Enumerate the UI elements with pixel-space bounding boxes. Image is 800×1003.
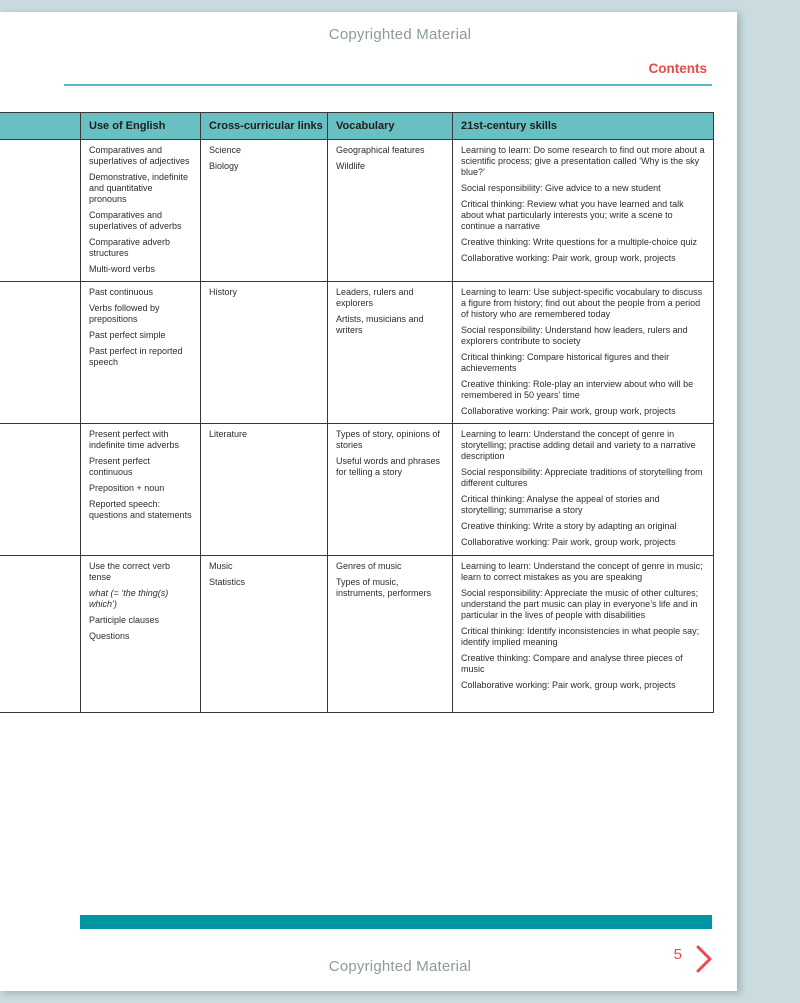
column-header: Use of English — [81, 113, 201, 140]
cell-paragraph: Present perfect continuous — [89, 456, 151, 477]
cell-use-of-english — [81, 556, 201, 713]
cell-paragraph: Creative thinking: Compare and analyse three pieces of music — [461, 653, 683, 674]
cell-paragraph: Past continuous — [89, 287, 154, 297]
cell-paragraph: Collaborative working: Pair work, group work, projects — [461, 253, 676, 263]
footer-accent-bar — [80, 915, 712, 929]
cell-paragraph: Creative thinking: Role-play an interview about who will be remembered in 50 years’ time — [461, 379, 694, 400]
cell-paragraph: Creative thinking: Write a story by adapting an original — [461, 521, 677, 531]
cell-vocabulary — [328, 556, 453, 713]
cell-paragraph: Critical thinking: Compare historical figures and their achievements — [461, 352, 670, 373]
cell-paragraph: Music — [209, 561, 233, 571]
cell-paragraph: Multi-word verbs — [89, 264, 156, 274]
cell-skills — [453, 556, 714, 713]
cell-paragraph: Questions — [89, 631, 130, 641]
cell-paragraph: Collaborative working: Pair work, group work, projects — [461, 406, 676, 416]
cell-use-of-english — [81, 282, 201, 424]
column-header: Vocabulary — [328, 113, 453, 140]
cell-paragraph: what (= ‘the thing(s) which’) — [89, 588, 169, 609]
cell-paragraph: Creative thinking: Write questions for a multiple-choice quiz — [461, 237, 697, 247]
header-rule — [64, 84, 712, 86]
cell-cross-curricular — [201, 282, 328, 424]
column-header — [0, 113, 81, 140]
copyright-notice-top: Copyrighted Material — [328, 26, 472, 43]
cell-paragraph: Collaborative working: Pair work, group work, projects — [461, 680, 676, 690]
cell-paragraph: Preposition + noun — [89, 483, 165, 493]
cell-paragraph: Critical thinking: Review what you have learned and talk about what particularly interests you; write a scene to continue a narrative — [461, 199, 684, 231]
cell-paragraph: Past perfect simple — [89, 330, 166, 340]
cell-paragraph: Social responsibility: Appreciate traditions of storytelling from different cultures — [461, 467, 703, 488]
cell-paragraph: Reported speech: questions and statements — [89, 499, 192, 520]
table-row — [0, 556, 714, 713]
cell-paragraph: Statistics — [209, 577, 246, 587]
contents-table — [0, 112, 714, 713]
cell-paragraph: Learning to learn: Do some research to find out more about a scientific process; give a presentation called ‘Why is the sky blue?’ — [461, 145, 705, 177]
cell-paragraph: Critical thinking: Identify inconsistencies in what people say; identify implied meaning — [461, 626, 700, 647]
cell-paragraph: Comparative adverb structures — [89, 237, 171, 258]
contents-heading: Contents — [648, 61, 707, 76]
cell-paragraph: Genres of music — [336, 561, 402, 571]
cell-paragraph: Critical thinking: Analyse the appeal of stories and storytelling; summarise a story — [461, 494, 660, 515]
cell-paragraph: Social responsibility: Appreciate the music of other cultures; understand the part music can play in everyone’s life and in particular in the lives of people with disabilities — [461, 588, 699, 620]
cell-cross-curricular — [201, 140, 328, 282]
cell-paragraph: Biology — [209, 161, 239, 171]
copyright-notice-bottom: Copyrighted Material — [328, 958, 472, 975]
cell-use-of-english — [81, 140, 201, 282]
column-header: Cross-curricular links — [201, 113, 328, 140]
cell-paragraph: Collaborative working: Pair work, group work, projects — [461, 537, 676, 547]
cell-cross-curricular — [201, 424, 328, 556]
cell-paragraph: Useful words and phrases for telling a story — [336, 456, 441, 477]
table-header-row — [0, 113, 714, 140]
cell-paragraph: Participle clauses — [89, 615, 160, 625]
table-row — [0, 140, 714, 282]
cell-cross-curricular — [201, 556, 328, 713]
cell-skills — [453, 140, 714, 282]
cell-paragraph: Use the correct verb tense — [89, 561, 171, 582]
cell-paragraph: Comparatives and superlatives of adjectives — [89, 145, 190, 166]
page-number: 5 — [673, 946, 682, 963]
cell-paragraph: Leaders, rulers and explorers — [336, 287, 414, 308]
cell-paragraph: Science — [209, 145, 242, 155]
cell-unit — [0, 556, 81, 713]
column-header: 21st-century skills — [453, 113, 714, 140]
cell-vocabulary — [328, 424, 453, 556]
cell-paragraph: Learning to learn: Use subject-specific vocabulary to discuss a figure from history; find out about the people from a period of history who are remembered today — [461, 287, 703, 319]
cell-use-of-english — [81, 424, 201, 556]
cell-paragraph: Types of music, instruments, performers — [336, 577, 432, 598]
cell-paragraph: Social responsibility: Understand how leaders, rulers and explorers contribute to society — [461, 325, 688, 346]
cell-paragraph: Verbs followed by prepositions — [89, 303, 160, 324]
cell-paragraph: Past perfect in reported speech — [89, 346, 183, 367]
cell-paragraph: Wildlife — [336, 161, 366, 171]
cell-unit — [0, 140, 81, 282]
cell-paragraph: Literature — [209, 429, 248, 439]
cell-unit — [0, 424, 81, 556]
cell-paragraph: Social responsibility: Give advice to a new student — [461, 183, 661, 193]
cell-vocabulary — [328, 140, 453, 282]
cell-paragraph: History — [209, 287, 238, 297]
cell-vocabulary — [328, 282, 453, 424]
cell-paragraph: Learning to learn: Understand the concept of genre in music; learn to correct mistakes as you are speaking — [461, 561, 703, 582]
table-row — [0, 282, 714, 424]
cell-skills — [453, 282, 714, 424]
cell-paragraph: Types of story, opinions of stories — [336, 429, 440, 450]
cell-skills — [453, 424, 714, 556]
cell-paragraph: Geographical features — [336, 145, 425, 155]
cell-paragraph: Artists, musicians and writers — [336, 314, 424, 335]
cell-paragraph: Present perfect with indefinite time adverbs — [89, 429, 180, 450]
cell-unit — [0, 282, 81, 424]
table-row — [0, 424, 714, 556]
cell-paragraph: Demonstrative, indefinite and quantitative pronouns — [89, 172, 189, 204]
cell-paragraph: Comparatives and superlatives of adverbs — [89, 210, 182, 231]
cell-paragraph: Learning to learn: Understand the concept of genre in storytelling; practise adding detail and variety to a narrative description — [461, 429, 696, 461]
